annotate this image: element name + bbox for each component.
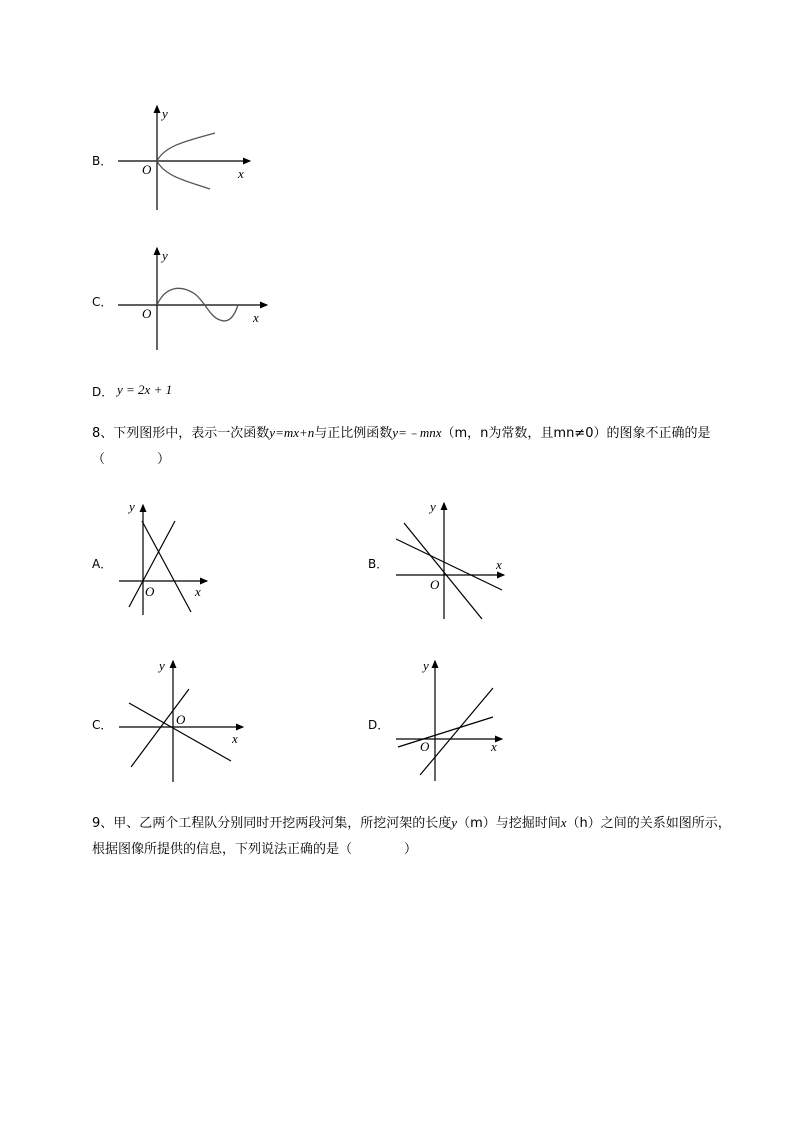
x-axis-label: x (195, 584, 201, 599)
origin-label: O (142, 162, 152, 177)
lower-branch-curve (157, 161, 210, 189)
q9-text-2: 与挖掘时间 (495, 816, 561, 831)
q8-option-b-label: B． (368, 557, 389, 571)
origin-label: O (176, 712, 186, 727)
line-2 (420, 688, 493, 775)
q9-unit-x: （h） (566, 816, 601, 831)
q9-text-3: 之间的关系如图所示，根据图像所提供的信息，下列说法正确的是（ ） (92, 816, 731, 857)
q8-question-text (92, 420, 732, 473)
q8-text-2: 与正比例函数 (314, 426, 393, 441)
line-1 (398, 717, 493, 747)
origin-label: O (145, 584, 155, 599)
q7-option-c-label: C． (92, 295, 113, 309)
x-axis-label: x (232, 731, 238, 746)
origin-label: O (430, 577, 440, 592)
q8-option-d-label: D． (368, 718, 390, 732)
line-2 (404, 523, 482, 619)
line-2 (131, 689, 189, 767)
q8-func1: y=mx+n (269, 425, 315, 440)
q7-option-d-label: D． (92, 385, 114, 399)
q8-option-c-label: C． (92, 718, 113, 732)
origin-label: O (142, 306, 152, 321)
y-axis-label: y (129, 499, 135, 514)
q8-text-1: 下列图形中，表示一次函数 (113, 426, 270, 441)
q9-var-y: y (451, 815, 458, 830)
q7-option-b-graph (110, 100, 270, 215)
y-axis-label: y (430, 499, 436, 514)
y-axis-label: y (162, 106, 168, 121)
q8-option-d-graph (392, 655, 512, 785)
q8-option-a-label: A． (92, 557, 113, 571)
q7-option-b-label: B． (92, 154, 113, 168)
x-axis-label: x (496, 557, 502, 572)
x-axis-label: x (491, 739, 497, 754)
origin-label: O (420, 739, 430, 754)
q9-unit-y: （m） (457, 816, 496, 831)
q9-question-text (92, 810, 732, 863)
q8-option-c-graph (115, 655, 250, 785)
y-axis-label: y (423, 658, 429, 673)
q9-var-x: x (560, 815, 567, 830)
y-axis-label: y (162, 248, 168, 263)
q7-option-c-graph (110, 242, 280, 354)
q8-func2: y=﹣mnx (392, 425, 442, 440)
line-1 (396, 539, 502, 590)
upper-branch-curve (157, 133, 215, 161)
x-axis-label: x (253, 310, 259, 325)
q8-option-a-graph (115, 495, 215, 620)
x-axis-label: x (238, 166, 244, 181)
q7-option-d-equation: y = 2x + 1 (117, 382, 173, 397)
q8-text-3: （m，n为常数，且mn≠0）的图象不正确的是（ ） (92, 426, 711, 467)
q8-option-b-graph (392, 495, 512, 623)
q9-text-1: 甲、乙两个工程队分别同时开挖两段河集，所挖河架的长度 (113, 816, 452, 831)
q9-number: 9、 (92, 816, 114, 831)
y-axis-label: y (159, 658, 165, 673)
q8-number: 8、 (92, 426, 114, 441)
